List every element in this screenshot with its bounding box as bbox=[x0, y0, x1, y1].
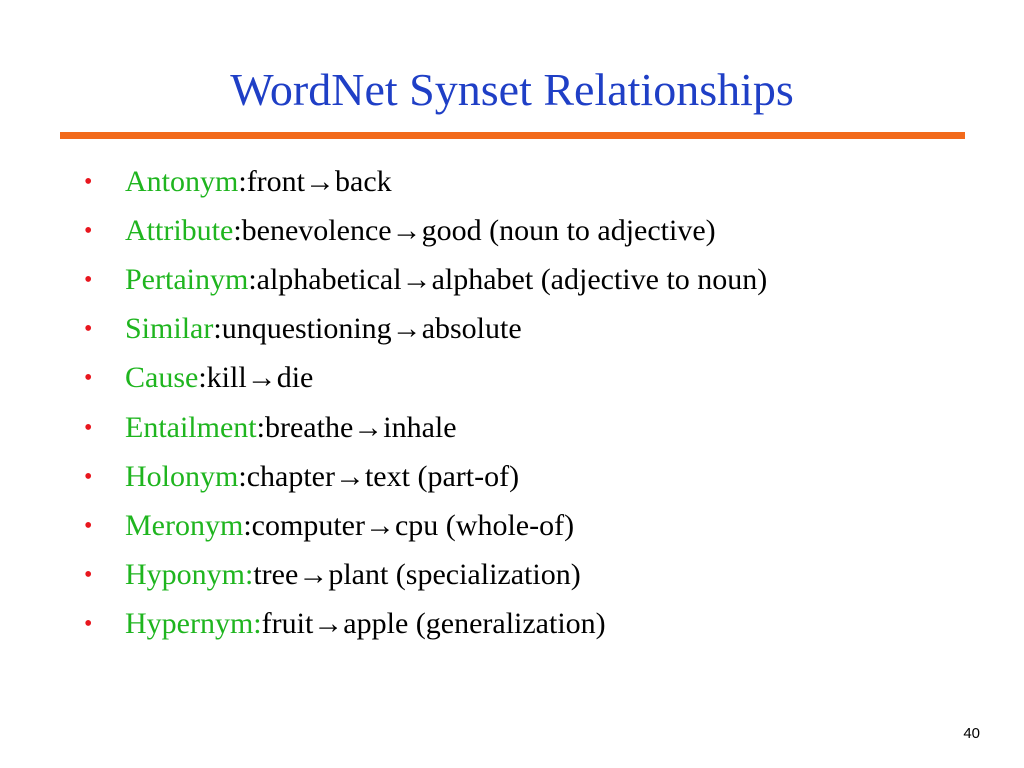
arrow-icon: → bbox=[401, 262, 432, 296]
arrow-icon: → bbox=[364, 508, 395, 542]
bullet-icon: • bbox=[84, 168, 93, 195]
relation-term: Hypernym: bbox=[125, 607, 262, 641]
list-item-similar bbox=[84, 305, 767, 354]
list-item-holonym bbox=[84, 452, 767, 501]
relation-target: apple (generalization) bbox=[343, 607, 606, 641]
relation-source: benevolence bbox=[241, 213, 392, 247]
relation-term: Hyponym: bbox=[125, 558, 254, 592]
separator: : bbox=[256, 410, 265, 444]
relation-target: die bbox=[276, 361, 314, 395]
relation-source: chapter bbox=[246, 459, 335, 493]
arrow-icon: → bbox=[391, 213, 422, 247]
bullet-icon: • bbox=[84, 217, 93, 244]
separator: : bbox=[243, 508, 252, 542]
relation-target: cpu (whole-of) bbox=[394, 508, 575, 542]
bullet-icon: • bbox=[84, 463, 93, 490]
relation-term: Meronym bbox=[125, 508, 244, 542]
relation-term: Attribute bbox=[125, 213, 234, 247]
relation-target: plant (specialization) bbox=[328, 558, 581, 592]
arrow-icon: → bbox=[246, 361, 277, 395]
relation-source: front bbox=[246, 164, 306, 198]
separator: : bbox=[233, 213, 242, 247]
list-item-hypernym bbox=[84, 600, 767, 649]
list-item-attribute bbox=[84, 206, 767, 255]
relation-source: breathe bbox=[264, 410, 354, 444]
relation-source: alphabetical bbox=[256, 262, 402, 296]
relation-term: Entailment bbox=[125, 410, 257, 444]
relation-source: tree bbox=[253, 558, 299, 592]
relation-source: unquestioning bbox=[221, 312, 392, 346]
bullet-icon: • bbox=[84, 316, 93, 343]
arrow-icon: → bbox=[334, 459, 365, 493]
list-item-cause bbox=[84, 354, 767, 403]
relation-term: Holonym bbox=[125, 459, 239, 493]
separator: : bbox=[238, 164, 247, 198]
separator: : bbox=[213, 312, 222, 346]
arrow-icon: → bbox=[298, 558, 329, 592]
bullet-icon: • bbox=[84, 512, 93, 539]
relation-term: Cause bbox=[125, 361, 199, 395]
relation-source: computer bbox=[251, 508, 365, 542]
relation-term: Similar bbox=[125, 312, 214, 346]
relation-target: absolute bbox=[421, 312, 522, 346]
relation-target: back bbox=[335, 164, 392, 198]
bullet-icon: • bbox=[84, 365, 93, 392]
separator: : bbox=[198, 361, 207, 395]
relation-target: alphabet (adjective to noun) bbox=[431, 262, 768, 296]
bullet-icon: • bbox=[84, 266, 93, 293]
relation-target: inhale bbox=[383, 410, 457, 444]
bullet-icon: • bbox=[84, 611, 93, 638]
bullet-icon: • bbox=[84, 414, 93, 441]
list-item-meronym bbox=[84, 501, 767, 550]
relation-term: Pertainym bbox=[125, 262, 249, 296]
relation-source: kill bbox=[206, 361, 247, 395]
list-item-pertainym bbox=[84, 255, 767, 304]
list-item-entailment bbox=[84, 403, 767, 452]
arrow-icon: → bbox=[391, 312, 422, 346]
relationship-list bbox=[84, 157, 767, 649]
slide-title: WordNet Synset Relationships bbox=[230, 64, 794, 115]
list-item-antonym bbox=[84, 157, 767, 206]
relation-target: text (part-of) bbox=[364, 459, 520, 493]
relation-term: Antonym bbox=[125, 164, 239, 198]
relation-target: good (noun to adjective) bbox=[421, 213, 716, 247]
arrow-icon: → bbox=[313, 607, 344, 641]
arrow-icon: → bbox=[305, 164, 336, 198]
relation-source: fruit bbox=[261, 607, 314, 641]
page-number: 40 bbox=[963, 725, 980, 742]
list-item-hyponym bbox=[84, 551, 767, 600]
separator: : bbox=[238, 459, 247, 493]
title-divider bbox=[60, 132, 965, 139]
bullet-icon: • bbox=[84, 562, 93, 589]
separator: : bbox=[248, 262, 257, 296]
arrow-icon: → bbox=[353, 410, 384, 444]
